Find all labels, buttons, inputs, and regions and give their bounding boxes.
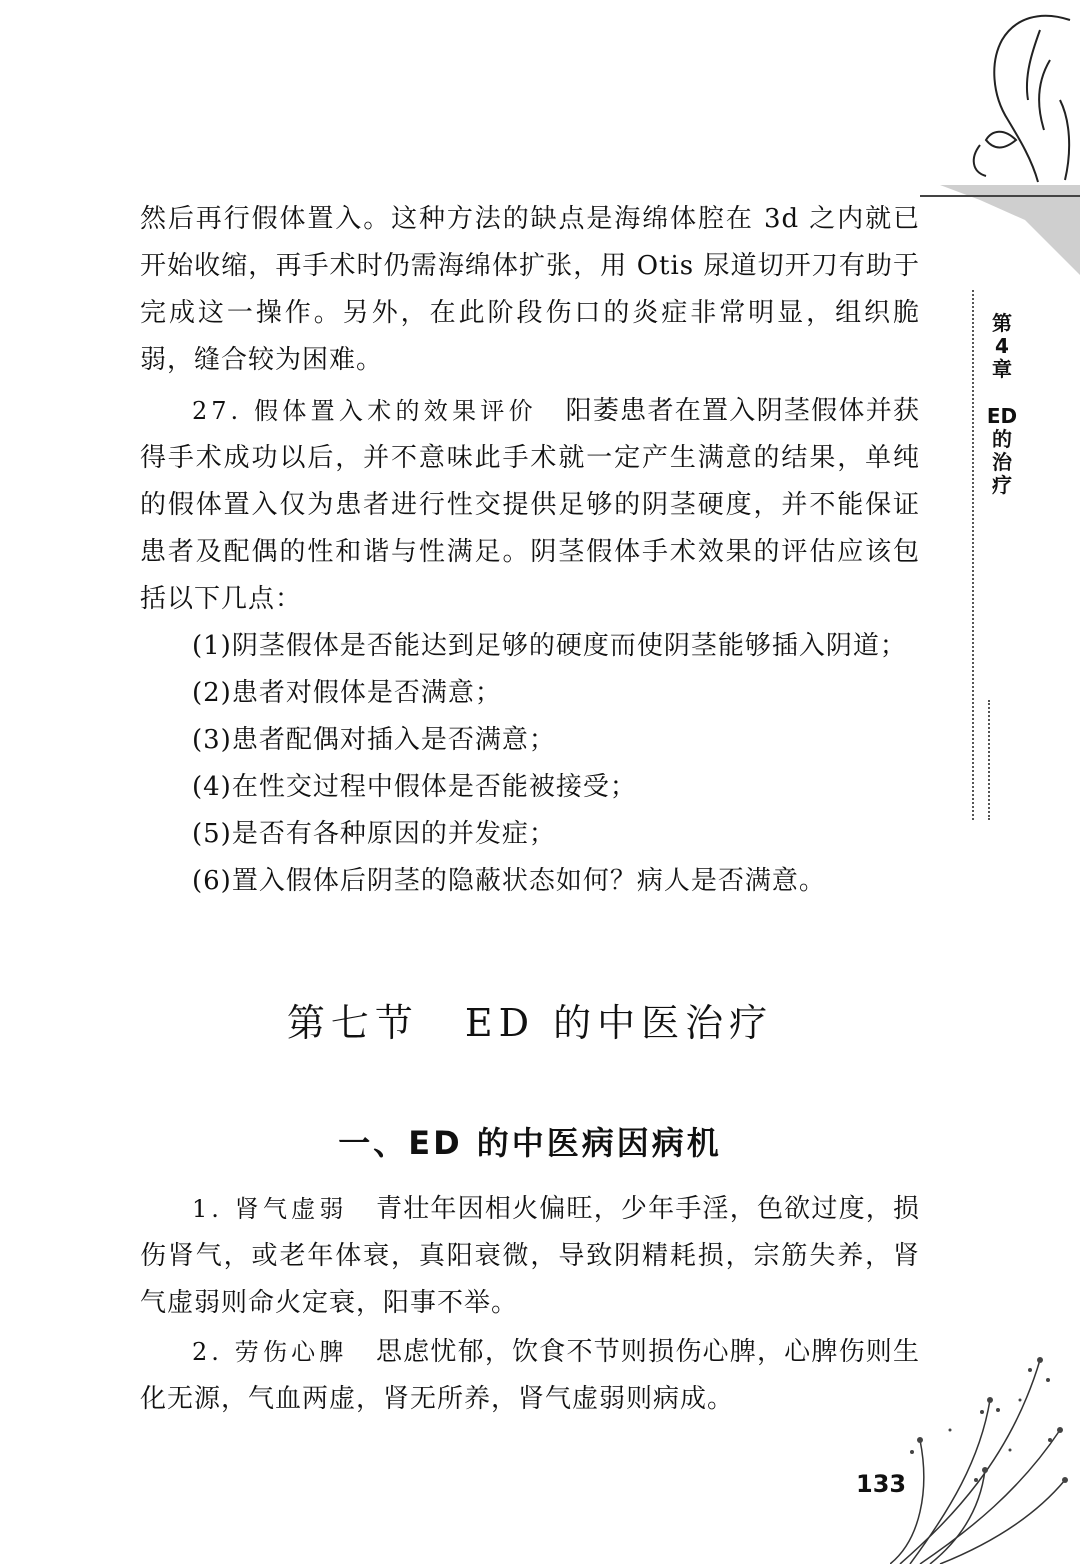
item-27-paragraph (140, 388, 920, 623)
criteria-item: (2)患者对假体是否满意； (192, 678, 502, 708)
cause-heading: 1. 肾气虚弱 (192, 1195, 348, 1223)
corner-illustration (920, 0, 1080, 290)
chapter-char: 章 (992, 357, 1012, 381)
section-title (140, 992, 920, 1047)
cause-paragraph (140, 1186, 920, 1327)
chapter-topic: 治 (992, 450, 1012, 474)
chapter-tab (982, 312, 1022, 497)
item-27-heading: 27. 假体置入术的效果评价 (192, 397, 537, 425)
cause-text: 思虑忧郁，饮食不节则损伤心脾，心脾伤则生化无源，气血两虚，肾无所养，肾气虚弱则病成。 (140, 1337, 920, 1414)
cause-paragraph (140, 1329, 920, 1423)
chapter-topic: 的 (992, 427, 1012, 451)
margin-dotted-rule (972, 290, 974, 820)
cause-heading: 2. 劳伤心脾 (192, 1338, 348, 1366)
item-27-block (140, 388, 920, 905)
subsection-title: 一、ED 的中医病因病机 (338, 1124, 722, 1162)
criteria-item: (5)是否有各种原因的并发症； (192, 819, 556, 849)
item-27-text: 阳萎患者在置入阴茎假体并获得手术成功以后，并不意味此手术就一定产生满意的结果，单纯的假体置入仅为患者进行性交提供足够的阴茎硬度，并不能保证患者及配偶的性和谐与性满足。阴茎假体手术效果的评估应该包括以下几点： (140, 396, 921, 614)
page-number: 133 (856, 1470, 907, 1498)
criteria-item: (4)在性交过程中假体是否能被接受； (192, 772, 637, 802)
criteria-item: (3)患者配偶对插入是否满意； (192, 725, 556, 755)
chapter-char: 第 (992, 311, 1012, 335)
criteria-item: (6)置入假体后阴茎的隐蔽状态如何？病人是否满意。 (192, 866, 826, 896)
cause-text: 青壮年因相火偏旺，少年手淫，色欲过度，损伤肾气，或老年体衰，真阳衰微，导致阴精耗损，宗筋失养，肾气虚弱则命火定衰，阳事不举。 (140, 1194, 920, 1318)
chapter-char: 4 (995, 334, 1009, 358)
causes-block (140, 1186, 920, 1423)
decorative-grass-illustration (890, 1340, 1070, 1564)
criteria-item: (1)阴茎假体是否能达到足够的硬度而使阴茎能够插入阴道； (192, 631, 907, 661)
chapter-topic: ED (986, 404, 1018, 428)
margin-dotted-rule (988, 700, 990, 820)
continued-paragraph: 然后再行假体置入。这种方法的缺点是海绵体腔在 3d 之内就已开始收缩，再手术时仍需海绵体扩张，用 Otis 尿道切开刀有助于完成这一操作。另外，在此阶段伤口的炎症非常明显，组织脆弱，缝合较为困难。 (140, 204, 920, 375)
continued-paragraph-block (140, 196, 920, 384)
section-heading: ED 的中医治疗 (464, 1001, 774, 1045)
section-number: 第七节 (286, 1001, 419, 1045)
chapter-topic: 疗 (992, 473, 1012, 497)
